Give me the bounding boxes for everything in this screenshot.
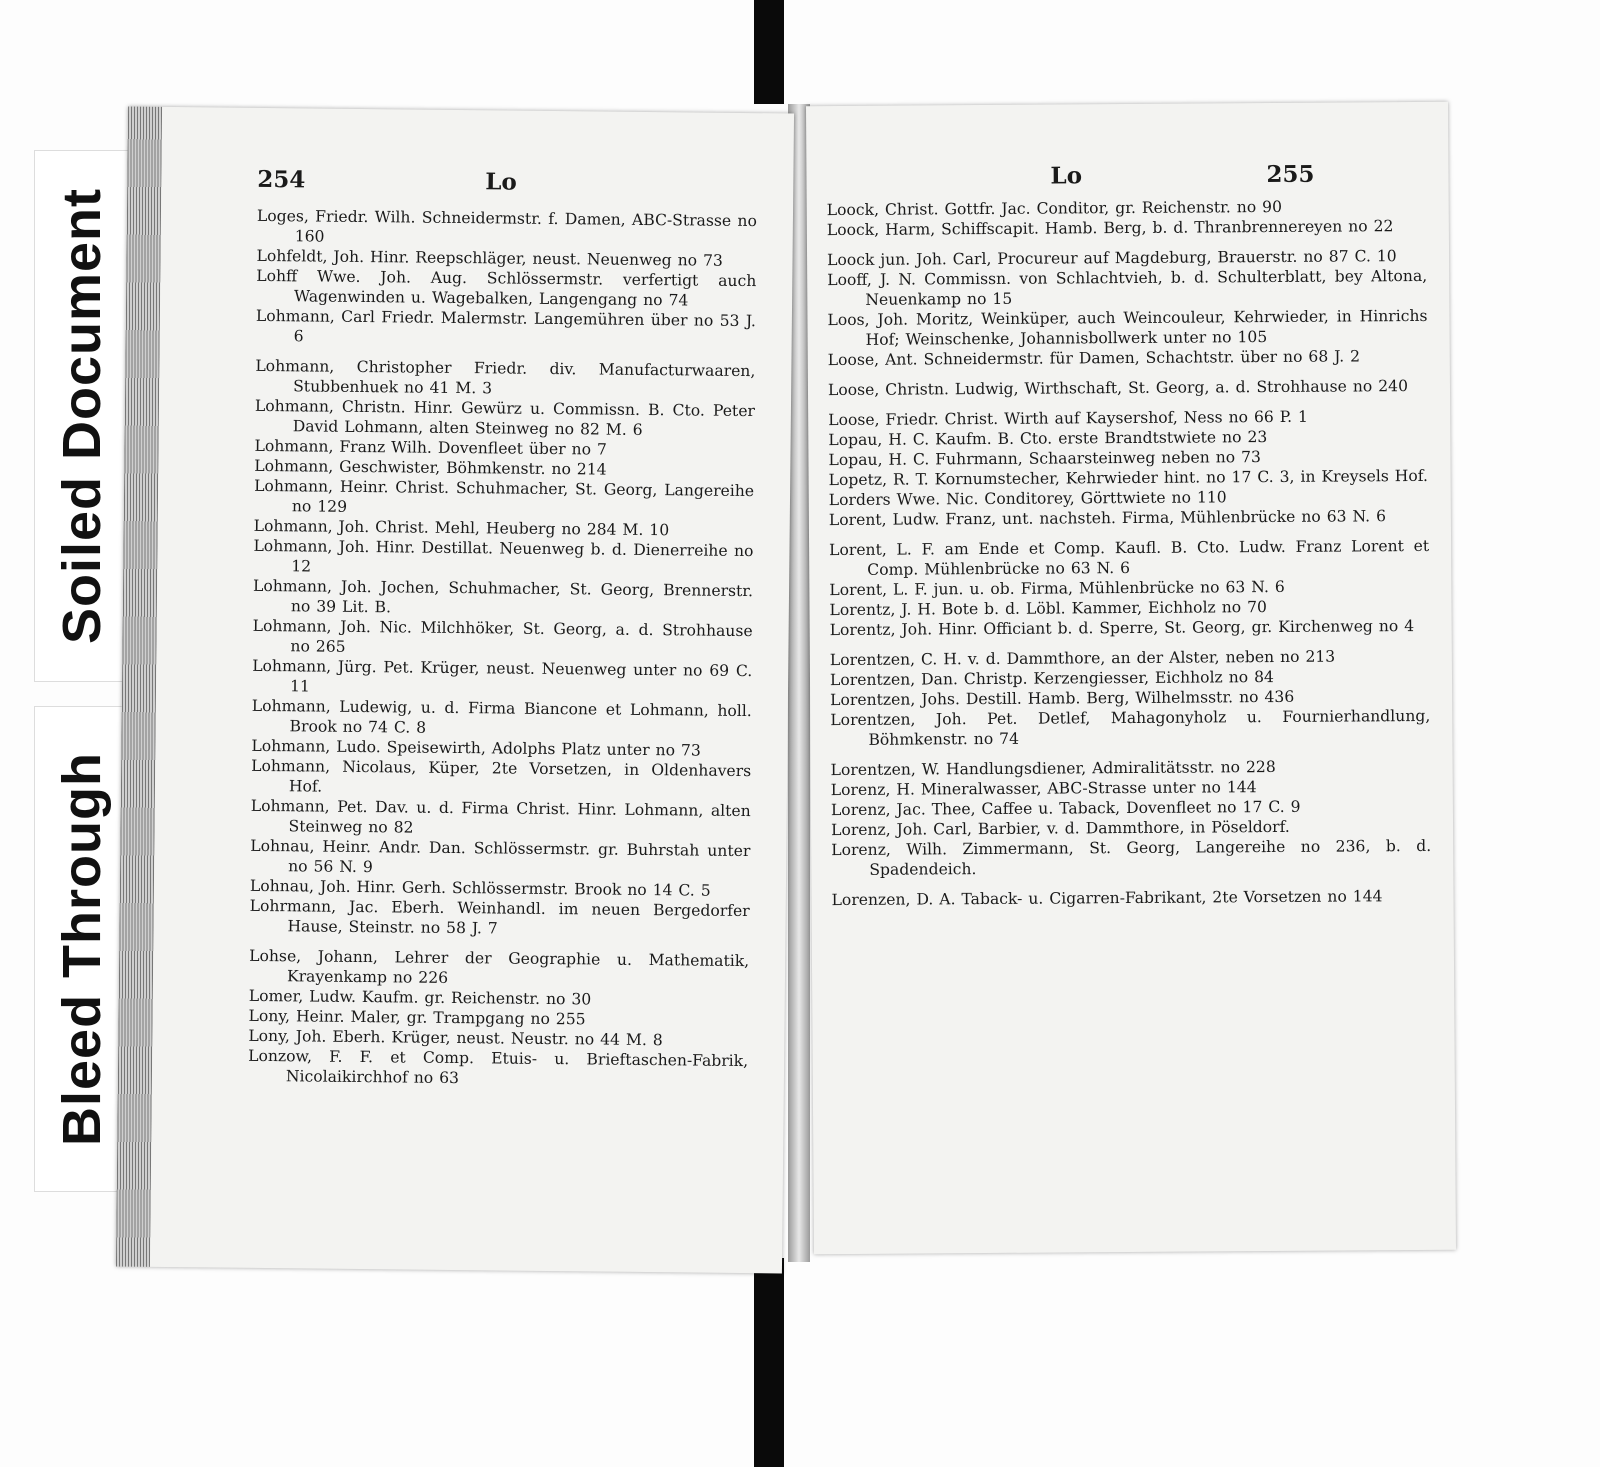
directory-entry: Lony, Joh. Eberh. Krüger, neust. Neustr. no 44 M. 8 — [248, 1026, 663, 1050]
directory-entry: Lohmann, Christn. Hinr. Gewürz u. Commissn. B. Cto. Peter David Lohmann, alten Steinweg no 82 M. 6 — [254, 396, 756, 439]
left-page — [116, 107, 794, 1274]
directory-entry: Lohmann, Ludo. Speisewirth, Adolphs Platz unter no 73 — [251, 736, 701, 760]
directory-entry: Lopetz, R. T. Kornumstecher, Kehrwieder hint. no 17 C. 3, in Kreysels Hof. — [828, 466, 1428, 490]
directory-entry: Lohmann, Joh. Hinr. Destillat. Neuenweg b. d. Dienerreihe no 12 — [253, 536, 754, 576]
directory-entry: Loose, Ant. Schneidermstr. für Damen, Schachtstr. über no 68 J. 2 — [827, 347, 1361, 370]
soiled-document-text: Soiled Document — [52, 187, 113, 645]
directory-entry: Lohmann, Geschwister, Böhmkenstr. no 214 — [254, 456, 607, 479]
directory-entry: Lohmann, Joh. Jochen, Schuhmacher, St. Georg, Brennerstr. no 39 Lit. B. — [252, 576, 754, 617]
directory-entry: Loock, Harm, Schiffscapit. Hamb. Berg, b. d. Thranbrennereyen no 22 — [826, 217, 1394, 240]
bleed-through-label — [34, 706, 130, 1192]
directory-entry: Lorentzen, Joh. Pet. Detlef, Mahagonyholz u. Fournierhandlung, Böhmkenstr. no 74 — [830, 706, 1431, 749]
right-page-header: Lo — [1050, 162, 1083, 190]
directory-entry: Lorent, Ludw. Franz, unt. nachsteh. Firma, Mühlenbrücke no 63 N. 6 — [828, 507, 1387, 530]
directory-entry: Lorent, L. F. jun. u. ob. Firma, Mühlenbrücke no 63 N. 6 — [829, 577, 1285, 600]
directory-entry: Lony, Heinr. Maler, gr. Trampgang no 255 — [248, 1006, 586, 1029]
directory-entry: Loges, Friedr. Wilh. Schneidermstr. f. Damen, ABC-Strasse no 160 — [256, 206, 758, 246]
left-entry-list — [248, 206, 757, 1091]
directory-entry: Lohmann, Franz Wilh. Dovenfleet über no 7 — [254, 436, 607, 459]
directory-entry: Lorentzen, Johs. Destill. Hamb. Berg, Wilhelmsstr. no 436 — [830, 687, 1295, 710]
directory-entry: Loos, Joh. Moritz, Weinküper, auch Weincouleur, Kehrwieder, in Hinrichs Hof; Weinschenke, Johannisbollwerk unter no 105 — [827, 306, 1428, 349]
directory-entry: Lorentz, J. H. Bote b. d. Löbl. Kammer, Eichholz no 70 — [829, 598, 1267, 620]
binding-strip-bottom — [754, 1258, 784, 1467]
directory-entry: Lohmann, Christopher Friedr. div. Manufacturwaaren, Stubbenhuek no 41 M. 3 — [255, 356, 756, 398]
directory-entry: Lorent, L. F. am Ende et Comp. Kaufl. B. Cto. Ludw. Franz Lorent et Comp. Mühlenbrücke no 63 N. 6 — [829, 536, 1430, 579]
directory-entry: Lorentzen, Dan. Christp. Kerzengiesser, Eichholz no 84 — [829, 668, 1274, 690]
directory-entry: Lorentz, Joh. Hinr. Officiant b. d. Sperre, St. Georg, gr. Kirchenweg no 4 — [829, 617, 1415, 640]
directory-entry: Lohmann, Ludewig, u. d. Firma Biancone et Lohmann, holl. Brook no 74 C. 8 — [251, 696, 752, 737]
directory-entry: Lorenz, H. Mineralwasser, ABC-Strasse unter no 144 — [830, 778, 1257, 800]
directory-entry: Lohfeldt, Joh. Hinr. Reepschläger, neust. Neuenweg no 73 — [256, 246, 723, 270]
directory-entry: Looff, J. N. Commissn. von Schlachtvieh, b. d. Schulterblatt, bey Altona, Neuenkamp no 15 — [827, 266, 1428, 309]
right-page-number: 255 — [1266, 160, 1315, 189]
directory-entry: Lohse, Johann, Lehrer der Geographie u. Mathematik, Krayenkamp no 226 — [249, 946, 750, 987]
directory-entry: Lorenz, Wilh. Zimmermann, St. Georg, Langereihe no 236, b. d. Spadendeich. — [831, 836, 1432, 879]
directory-entry: Lohmann, Joh. Nic. Milchhöker, St. Georg, a. d. Strohhause no 265 — [252, 616, 753, 656]
directory-entry: Lohnau, Heinr. Andr. Dan. Schlössermstr. gr. Buhrstah unter no 56 N. 9 — [250, 836, 751, 877]
right-entry-list — [827, 196, 1432, 910]
directory-entry: Loose, Christn. Ludwig, Wirthschaft, St. Georg, a. d. Strohhause no 240 — [827, 377, 1409, 400]
directory-entry: Loock jun. Joh. Carl, Procureur auf Magdeburg, Brauerstr. no 87 C. 10 — [827, 247, 1397, 270]
directory-entry: Lohnau, Joh. Hinr. Gerh. Schlössermstr. Brook no 14 C. 5 — [249, 876, 711, 900]
directory-entry: Loose, Friedr. Christ. Wirth auf Kaysershof, Ness no 66 P. 1 — [828, 407, 1308, 430]
directory-entry: Lohmann, Carl Friedr. Malermstr. Langemühren über no 53 J. 6 — [255, 306, 756, 346]
directory-entry: Lorders Wwe. Nic. Conditorey, Görttwiete no 110 — [828, 488, 1227, 510]
left-page-header: Lo — [485, 168, 517, 196]
directory-entry: Lohmann, Nicolaus, Küper, 2te Vorsetzen, in Oldenhavers Hof. — [251, 756, 752, 796]
directory-entry: Lohff Wwe. Joh. Aug. Schlössermstr. verfertigt auch Wagenwinden u. Wagebalken, Langengang no 74 — [256, 266, 757, 310]
directory-entry: Lohmann, Heinr. Christ. Schuhmacher, St. Georg, Langereihe no 129 — [254, 476, 755, 516]
bleed-through-text: Bleed Through — [52, 752, 113, 1146]
soiled-document-label — [34, 150, 130, 682]
directory-entry: Lopau, H. C. Kaufm. B. Cto. erste Brandtstwiete no 23 — [828, 428, 1268, 450]
directory-entry: Lohmann, Pet. Dav. u. d. Firma Christ. Hinr. Lohmann, alten Steinweg no 82 — [250, 796, 751, 837]
directory-entry: Lopau, H. C. Fuhrmann, Schaarsteinweg neben no 73 — [828, 448, 1262, 470]
directory-entry: Lohmann, Joh. Christ. Mehl, Heuberg no 284 M. 10 — [253, 516, 670, 540]
right-page — [806, 102, 1456, 1254]
directory-entry: Lohrmann, Jac. Eberh. Weinhandl. im neuen Bergedorfer Hause, Steinstr. no 58 J. 7 — [249, 896, 750, 938]
directory-entry: Lonzow, F. F. et Comp. Etuis- u. Brieftaschen-Fabrik, Nicolaikirchhof no 63 — [248, 1046, 749, 1088]
directory-entry: Lorenzen, D. A. Taback- u. Cigarren-Fabrikant, 2te Vorsetzen no 144 — [831, 887, 1383, 910]
binding-strip-top — [754, 0, 784, 104]
directory-entry: Lorentzen, C. H. v. d. Dammthore, an der Alster, neben no 213 — [829, 647, 1336, 670]
directory-entry: Lorenz, Jac. Thee, Caffee u. Taback, Dovenfleet no 17 C. 9 — [830, 797, 1301, 820]
directory-entry: Lohmann, Jürg. Pet. Krüger, neust. Neuenweg unter no 69 C. 11 — [252, 656, 753, 696]
left-page-number: 254 — [257, 165, 306, 194]
directory-entry: Lorentzen, W. Handlungsdiener, Admiralitätsstr. no 228 — [830, 757, 1276, 780]
directory-entry: Loock, Christ. Gottfr. Jac. Conditor, gr. Reichenstr. no 90 — [826, 197, 1283, 220]
directory-entry: Lomer, Ludw. Kaufm. gr. Reichenstr. no 30 — [248, 986, 592, 1009]
directory-entry: Lorenz, Joh. Carl, Barbier, v. d. Dammthore, in Pöseldorf. — [830, 817, 1290, 840]
